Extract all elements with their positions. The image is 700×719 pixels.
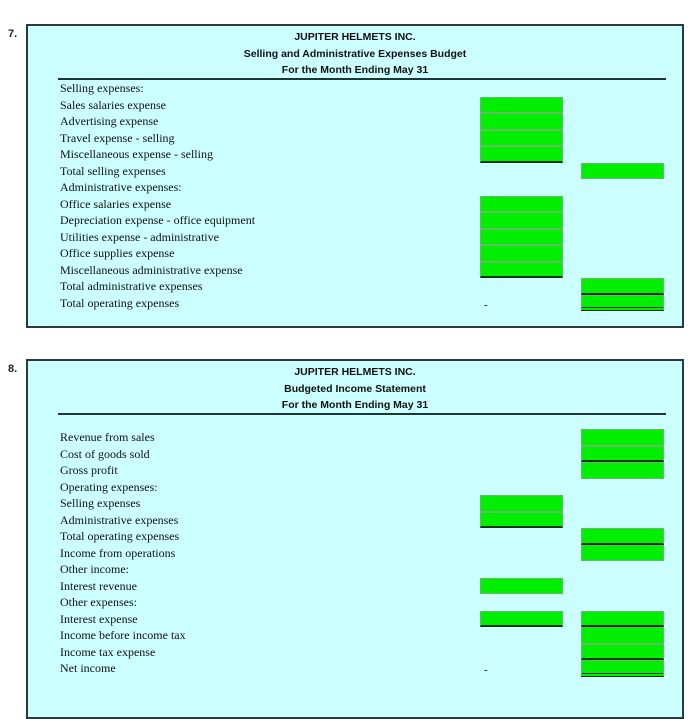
amount-input-total[interactable]	[581, 278, 664, 295]
budgeted-income-statement-panel	[26, 359, 684, 719]
statement-row	[60, 660, 670, 677]
row-label: Income from operations	[60, 545, 176, 560]
section-number-8: 8.	[8, 363, 18, 375]
amount-input-total[interactable]	[581, 295, 664, 312]
amount-input-detail[interactable]	[480, 245, 563, 262]
statement-period: For the Month Ending May 31	[281, 64, 429, 76]
statement-row	[60, 545, 670, 562]
amount-input-total[interactable]	[581, 429, 664, 446]
row-label: Other expenses:	[60, 595, 137, 609]
statement-row	[60, 627, 670, 644]
amount-input-total[interactable]	[581, 627, 664, 644]
row-label: Utilities expense - administrative	[60, 229, 219, 244]
amount-input-total[interactable]	[581, 611, 664, 628]
statement-row	[60, 146, 670, 163]
statement-row	[60, 245, 670, 262]
amount-input-detail[interactable]	[480, 578, 563, 595]
statement-row	[60, 644, 670, 661]
statement-row	[60, 229, 670, 246]
amount-input-detail[interactable]	[480, 512, 563, 529]
statement-row	[60, 130, 670, 147]
row-label: Miscellaneous expense - selling	[60, 147, 213, 161]
row-label: Operating expenses:	[60, 479, 158, 494]
statement-row	[60, 462, 670, 479]
row-label: Office salaries expense	[60, 196, 172, 211]
statement-row	[60, 97, 670, 114]
statement-row	[60, 163, 670, 180]
statement-row	[60, 446, 670, 463]
amount-input-detail[interactable]	[480, 212, 563, 229]
amount-input-detail[interactable]	[480, 146, 563, 163]
statement-row	[60, 611, 670, 628]
row-label: Selling expenses:	[60, 81, 144, 95]
statement-row	[60, 295, 670, 312]
statement-row	[60, 512, 670, 529]
row-label: Interest revenue	[60, 578, 137, 593]
company-name: JUPITER HELMETS INC.	[294, 366, 416, 378]
row-label: Other income:	[60, 562, 129, 576]
row-label: Depreciation expense - office equipment	[60, 213, 256, 227]
amount-input-total[interactable]	[581, 163, 664, 180]
row-label: Administrative expenses	[60, 512, 179, 527]
row-label: Gross profit	[60, 463, 118, 477]
row-label: Administrative expenses:	[60, 180, 182, 194]
statement-title: Selling and Administrative Expenses Budget	[243, 48, 467, 60]
statement-row	[60, 278, 670, 295]
amount-input-detail[interactable]	[480, 196, 563, 213]
row-label: Revenue from sales	[60, 430, 155, 444]
row-label: Interest expense	[60, 611, 138, 626]
statement-row	[60, 495, 670, 512]
row-label: Sales salaries expense	[60, 97, 166, 112]
amount-input-total[interactable]	[581, 462, 664, 479]
row-label: Total operating expenses	[60, 295, 180, 310]
row-label: Office supplies expense	[60, 246, 175, 260]
row-label: Advertising expense	[60, 114, 159, 128]
row-label: Net income	[60, 661, 116, 675]
amount-input-detail[interactable]	[480, 262, 563, 279]
statement-title: Budgeted Income Statement	[284, 383, 426, 395]
company-name: JUPITER HELMETS INC.	[294, 31, 416, 43]
row-label: Cost of goods sold	[60, 446, 150, 461]
amount-input-detail[interactable]	[480, 113, 563, 130]
statement-row	[60, 528, 670, 545]
amount-input-total[interactable]	[581, 446, 664, 463]
statement-row	[60, 179, 670, 196]
statement-row	[60, 80, 670, 97]
amount-input-detail[interactable]	[480, 229, 563, 246]
statement-row	[60, 578, 670, 595]
row-label: Total selling expenses	[60, 163, 166, 178]
statement-row	[60, 113, 670, 130]
header-rule	[58, 413, 666, 415]
statement-row	[60, 262, 670, 279]
amount-input-detail[interactable]	[480, 130, 563, 147]
statement-row	[60, 196, 670, 213]
section-number-7: 7.	[8, 28, 18, 40]
amount-input-detail[interactable]	[480, 97, 563, 114]
selling-admin-budget-panel	[26, 24, 684, 328]
row-label: Miscellaneous administrative expense	[60, 262, 243, 277]
row-label: Selling expenses	[60, 496, 141, 510]
statement-row	[60, 479, 670, 496]
statement-row	[60, 429, 670, 446]
dash-mark: -	[484, 298, 488, 311]
amount-input-total[interactable]	[581, 660, 664, 677]
dash-mark: -	[484, 664, 488, 676]
statement-period: For the Month Ending May 31	[281, 399, 429, 411]
amount-input-total[interactable]	[581, 644, 664, 661]
row-label: Total operating expenses	[60, 529, 180, 543]
statement-row	[60, 594, 670, 611]
row-label: Income before income tax	[60, 628, 186, 642]
amount-input-total[interactable]	[581, 528, 664, 545]
row-label: Total administrative expenses	[60, 279, 203, 293]
amount-input-detail[interactable]	[480, 611, 563, 628]
statement-row	[60, 561, 670, 578]
amount-input-detail[interactable]	[480, 495, 563, 512]
statement-row	[60, 212, 670, 229]
row-label: Income tax expense	[60, 644, 156, 659]
row-label: Travel expense - selling	[60, 130, 175, 145]
amount-input-total[interactable]	[581, 545, 664, 562]
